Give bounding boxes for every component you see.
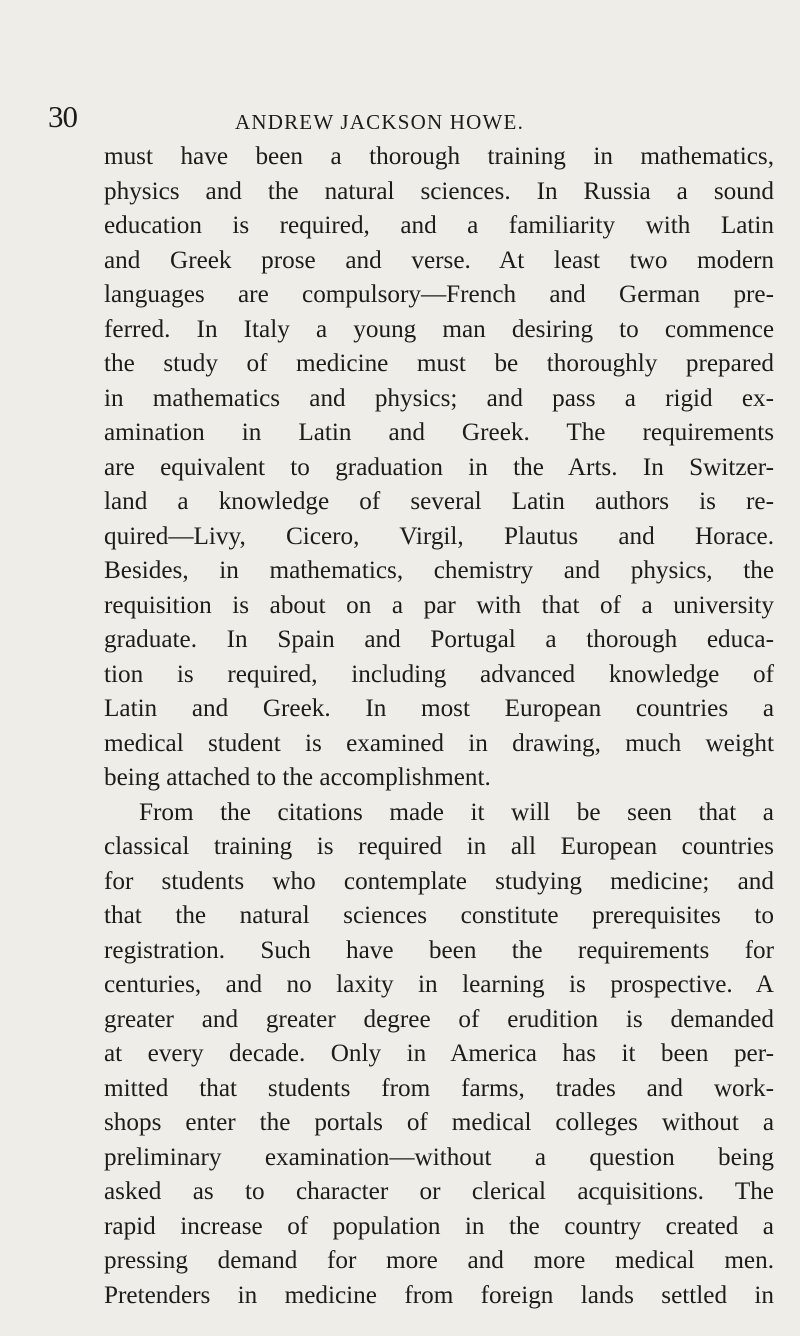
text-line: registration. Such have been the requirements for bbox=[104, 936, 774, 964]
text-line: quired—Livy, Cicero, Virgil, Plautus and Horace. bbox=[104, 522, 774, 550]
text-line: languages are compulsory—French and German pre- bbox=[104, 281, 774, 308]
text-line: that the natural sciences constitute prerequisites to bbox=[104, 902, 774, 929]
text-line: ferred. In Italy a young man desiring to commence bbox=[104, 315, 774, 343]
text-line: asked as to character or clerical acquisitions. The bbox=[104, 1178, 774, 1205]
text-line: amination in Latin and Greek. The requirements bbox=[104, 419, 774, 446]
text-line: medical student is examined in drawing, much weight bbox=[104, 729, 774, 757]
text-line: in mathematics and physics; and pass a rigid ex- bbox=[104, 384, 774, 412]
text-line: tion is required, including advanced knowledge of bbox=[104, 660, 774, 688]
text-line: education is required, and a familiarity with Latin bbox=[104, 212, 774, 239]
page-number: 30 bbox=[48, 99, 77, 134]
text-line: Besides, in mathematics, chemistry and physics, the bbox=[104, 557, 774, 584]
text-line: land a knowledge of several Latin authors is re- bbox=[104, 488, 774, 515]
text-line: pressing demand for more and more medical men. bbox=[104, 1247, 774, 1274]
text-line: Latin and Greek. In most European countries a bbox=[104, 695, 774, 722]
text-line: at every decade. Only in America has it been per- bbox=[104, 1040, 774, 1067]
running-head bbox=[0, 0, 800, 140]
text-line: graduate. In Spain and Portugal a thorough educa- bbox=[104, 626, 774, 653]
text-line: greater and greater degree of erudition is demanded bbox=[104, 1005, 774, 1033]
text-line: the study of medicine must be thoroughly prepared bbox=[104, 350, 774, 377]
text-line: are equivalent to graduation in the Arts. In Switzer- bbox=[104, 453, 774, 481]
body-text bbox=[104, 140, 774, 1313]
text-line: must have been a thorough training in mathematics, bbox=[104, 143, 774, 170]
paragraph-first-line: From the citations made it will be seen that a bbox=[139, 798, 774, 826]
paragraph-last-line: being attached to the accomplishment. bbox=[104, 764, 491, 791]
text-line: Pretenders in medicine from foreign lands settled in bbox=[104, 1281, 774, 1309]
running-head-title: ANDREW JACKSON HOWE. bbox=[235, 110, 525, 134]
text-line: shops enter the portals of medical colleges without a bbox=[104, 1109, 774, 1136]
text-line: requisition is about on a par with that of a university bbox=[104, 591, 774, 619]
text-line: rapid increase of population in the country created a bbox=[104, 1212, 774, 1240]
text-line: classical training is required in all European countries bbox=[104, 833, 774, 860]
text-line: mitted that students from farms, trades and work- bbox=[104, 1074, 774, 1102]
text-line: for students who contemplate studying medicine; and bbox=[104, 867, 774, 895]
text-line: preliminary examination—without a question being bbox=[104, 1143, 774, 1171]
text-line: centuries, and no laxity in learning is prospective. A bbox=[104, 971, 774, 998]
text-line: physics and the natural sciences. In Russia a sound bbox=[104, 177, 774, 205]
text-line: and Greek prose and verse. At least two modern bbox=[104, 246, 774, 274]
